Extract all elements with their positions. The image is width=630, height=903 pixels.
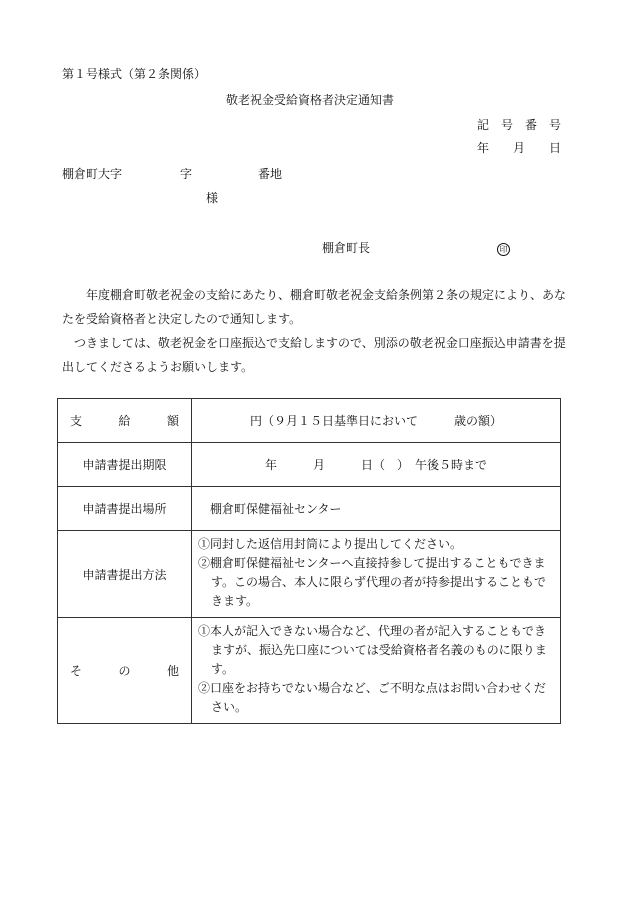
row-label-other: そ の 他 [58, 618, 192, 724]
method-note-1: ①同封した返信用封筒により提出してください。 [198, 537, 463, 551]
details-table [57, 398, 561, 724]
row-value-method [192, 531, 561, 618]
row-value-deadline: 年 月 日（ ） 午後５時まで [192, 443, 561, 487]
body-text [62, 283, 572, 379]
row-label-place: 申請書提出場所 [58, 487, 192, 531]
table-row [58, 487, 561, 531]
address-aza: 字 [180, 167, 193, 181]
row-value-place: 棚倉町保健福祉センター [192, 487, 561, 531]
reference-number: 記 号 番 号 [477, 118, 562, 132]
table-row [58, 531, 561, 618]
row-label-method: 申請書提出方法 [58, 531, 192, 618]
row-value-other [192, 618, 561, 724]
form-label: 第１号様式（第２条関係） [62, 67, 207, 81]
seal-icon: 印 [497, 243, 510, 256]
row-label-amount: 支 給 額 [58, 399, 192, 443]
body-paragraph-1: 年度棚倉町敬老祝金の支給にあたり、棚倉町敬老祝金支給条例第２条の規定により、あなたを受給資格者と決定したので通知します。 [62, 288, 567, 326]
body-paragraph-2: つきましては、敬老祝金を口座振込で支給しますので、別添の敬老祝金口座振込申請書を提出してくださるようお願いします。 [62, 336, 566, 374]
address-area: 棚倉町大字 [62, 167, 123, 181]
other-note-2: ②口座をお持ちでない場合など、ご不明な点はお問い合わせください。 [198, 681, 546, 714]
document-title: 敬老祝金受給資格者決定通知書 [226, 93, 395, 107]
recipient-suffix: 様 [206, 191, 219, 205]
seal-mark [497, 240, 510, 256]
issue-date: 年 月 日 [477, 141, 562, 155]
table-row [58, 399, 561, 443]
row-label-deadline: 申請書提出期限 [58, 443, 192, 487]
sender-name: 棚倉町長 [322, 241, 371, 255]
method-note-2: ②棚倉町保健福祉センターへ直接持参して提出することもできます。この場合、本人に限らず代理の者が持参提出することもできます。 [198, 556, 547, 608]
other-note-1: ①本人が記入できない場合など、代理の者が記入することもできますが、振込先口座については受給資格者名義のものに限ります。 [198, 624, 547, 676]
table-row [58, 618, 561, 724]
table-row [58, 443, 561, 487]
row-value-amount: 円（９月１５日基準日において 歳の額） [192, 399, 561, 443]
address-banchi: 番地 [258, 167, 283, 181]
